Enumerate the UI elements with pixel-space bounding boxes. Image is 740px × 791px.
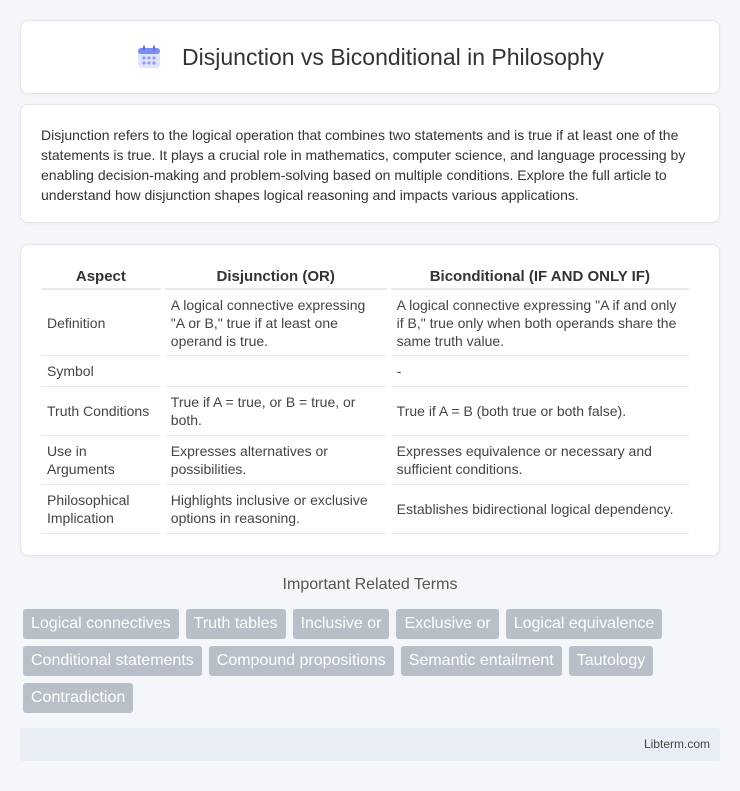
column-header-aspect: Aspect bbox=[41, 265, 161, 290]
tag-compound-propositions[interactable]: Compound propositions bbox=[209, 646, 394, 676]
cell-disjunction bbox=[165, 356, 387, 387]
comparison-table bbox=[37, 265, 693, 534]
comparison-table-card bbox=[20, 244, 720, 556]
cell-aspect: Definition bbox=[41, 290, 161, 356]
cell-aspect: Truth Conditions bbox=[41, 387, 161, 436]
table-row bbox=[41, 387, 689, 436]
tag-logical-connectives[interactable]: Logical connectives bbox=[23, 609, 179, 639]
intro-card bbox=[20, 104, 720, 223]
cell-disjunction: A logical connective expressing "A or B," true if at least one operand is true. bbox=[165, 290, 387, 356]
cell-biconditional: Establishes bidirectional logical dependency. bbox=[391, 485, 689, 534]
related-terms-title: Important Related Terms bbox=[282, 576, 458, 593]
cell-disjunction: Highlights inclusive or exclusive options in reasoning. bbox=[165, 485, 387, 534]
tag-logical-equivalence[interactable]: Logical equivalence bbox=[506, 609, 663, 639]
cell-biconditional: Expresses equivalence or necessary and sufficient conditions. bbox=[391, 436, 689, 485]
cell-aspect: Symbol bbox=[41, 356, 161, 387]
table-header-row bbox=[41, 265, 689, 290]
tag-truth-tables[interactable]: Truth tables bbox=[186, 609, 286, 639]
table-row bbox=[41, 436, 689, 485]
related-terms-list bbox=[23, 609, 723, 713]
tag-conditional-statements[interactable]: Conditional statements bbox=[23, 646, 202, 676]
tag-inclusive-or[interactable]: Inclusive or bbox=[293, 609, 390, 639]
cell-biconditional: - bbox=[391, 356, 689, 387]
calendar-grid-icon bbox=[136, 44, 162, 70]
tag-semantic-entailment[interactable]: Semantic entailment bbox=[401, 646, 562, 676]
header-card bbox=[20, 20, 720, 94]
tag-exclusive-or[interactable]: Exclusive or bbox=[396, 609, 498, 639]
table-row bbox=[41, 290, 689, 356]
table-row bbox=[41, 356, 689, 387]
cell-aspect: Philosophical Implication bbox=[41, 485, 161, 534]
tag-tautology[interactable]: Tautology bbox=[569, 646, 654, 676]
table-row bbox=[41, 485, 689, 534]
intro-text: Disjunction refers to the logical operation that combines two statements and is true if at least one of the statements is true. It plays a crucial role in mathematics, computer science, and language processing by enabling decision-making and problem-solving based on multiple conditions. Explore the full article to understand how disjunction shapes logical reasoning and impacts various applications. bbox=[41, 127, 686, 203]
column-header-biconditional: Biconditional (IF AND ONLY IF) bbox=[391, 265, 689, 290]
column-header-disjunction: Disjunction (OR) bbox=[165, 265, 387, 290]
cell-disjunction: True if A = true, or B = true, or both. bbox=[165, 387, 387, 436]
cell-aspect: Use in Arguments bbox=[41, 436, 161, 485]
tag-contradiction[interactable]: Contradiction bbox=[23, 683, 133, 713]
cell-biconditional: True if A = B (both true or both false). bbox=[391, 387, 689, 436]
cell-disjunction: Expresses alternatives or possibilities. bbox=[165, 436, 387, 485]
cell-biconditional: A logical connective expressing "A if and only if B," true only when both operands share the same truth value. bbox=[391, 290, 689, 356]
footer bbox=[20, 728, 720, 761]
footer-site-link[interactable]: Libterm.com bbox=[643, 737, 710, 751]
page-title: Disjunction vs Biconditional in Philosophy bbox=[182, 43, 604, 70]
